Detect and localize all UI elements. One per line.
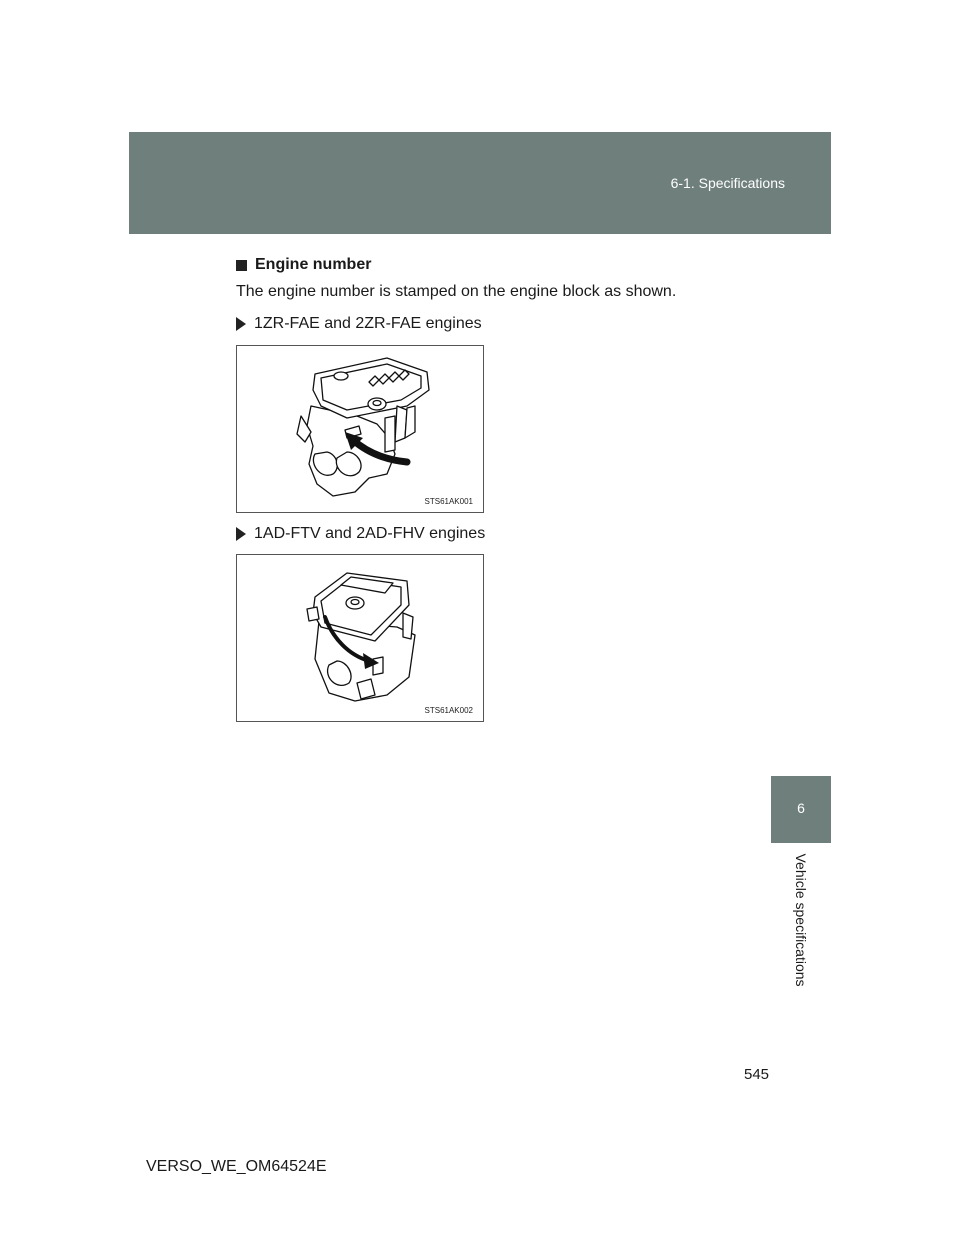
triangle-bullet-icon — [236, 527, 246, 541]
item-engine-1 — [236, 315, 482, 333]
figure-code: STS61AK002 — [424, 706, 473, 715]
engine-1-drawing — [237, 346, 484, 513]
chapter-number: 6 — [797, 800, 805, 816]
header-band — [129, 132, 831, 234]
item-label: 1ZR-FAE and 2ZR-FAE engines — [254, 315, 482, 332]
triangle-bullet-icon — [236, 317, 246, 331]
figure-code: STS61AK001 — [424, 497, 473, 506]
item-engine-2 — [236, 525, 485, 543]
engine-illustration-1 — [236, 345, 484, 513]
engine-2-drawing — [237, 555, 484, 722]
section-title: 6-1. Specifications — [670, 175, 785, 191]
square-bullet-icon — [236, 260, 247, 271]
page-number: 545 — [744, 1066, 770, 1083]
heading-text: Engine number — [255, 256, 372, 273]
chapter-tab[interactable] — [771, 776, 831, 843]
document-code: VERSO_WE_OM64524E — [146, 1158, 327, 1175]
description-text: The engine number is stamped on the engine block as shown. — [236, 283, 677, 300]
item-label: 1AD-FTV and 2AD-FHV engines — [254, 525, 486, 542]
section-heading — [236, 256, 371, 274]
engine-illustration-2 — [236, 554, 484, 722]
chapter-title: Vehicle specifications — [793, 853, 809, 987]
